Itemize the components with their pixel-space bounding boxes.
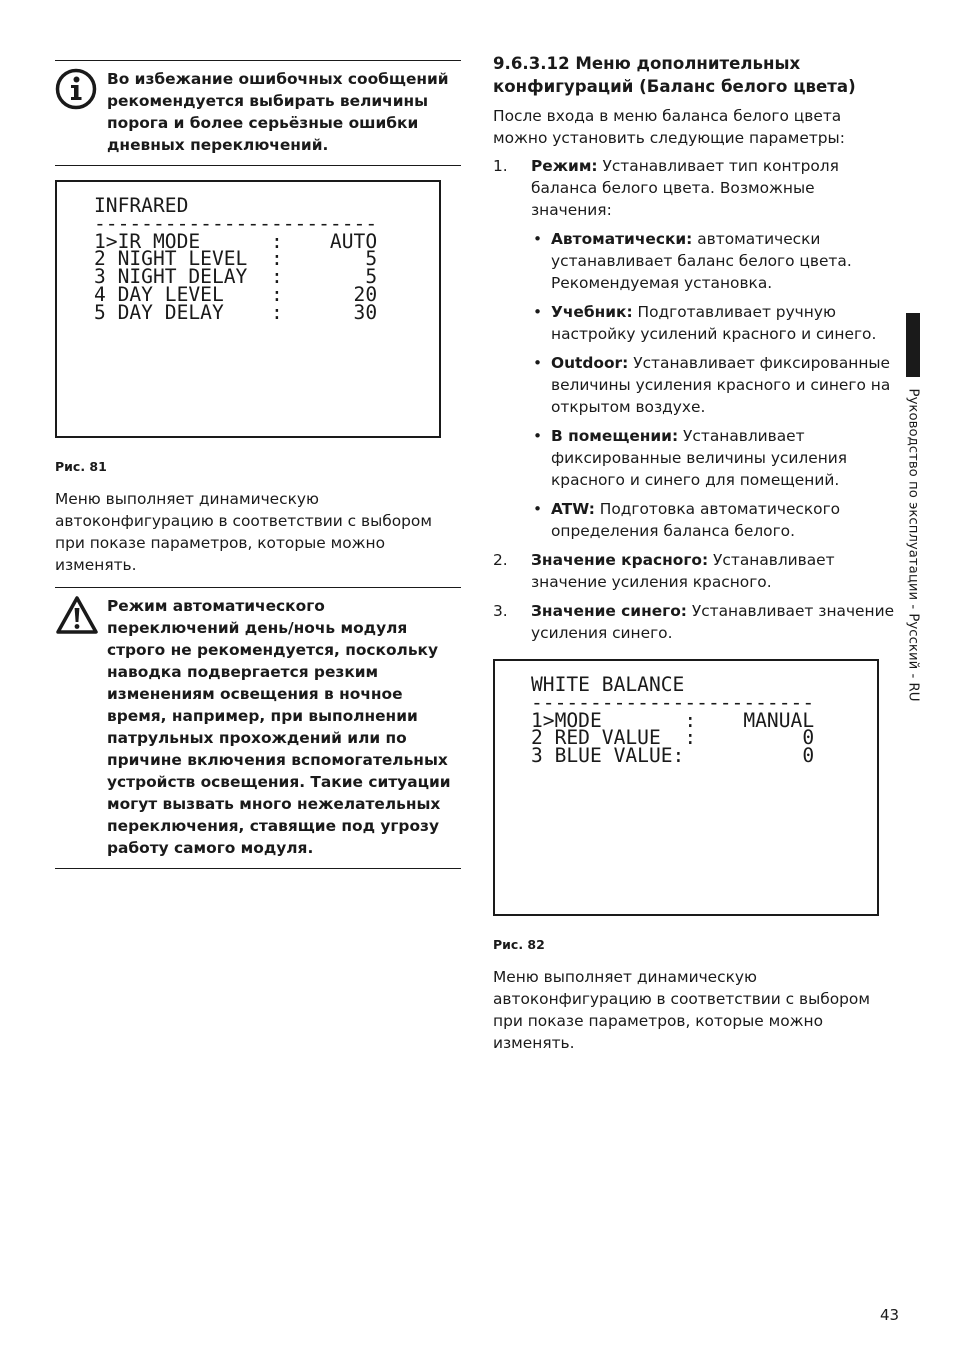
list-item xyxy=(493,600,895,644)
osd-line: 3 NIGHT DELAY : 5 xyxy=(94,265,378,289)
osd-line: 3 BLUE VALUE: 0 xyxy=(531,744,815,768)
item-label: Автоматически: xyxy=(551,230,693,248)
left-column xyxy=(55,60,461,869)
osd-line: 1>MODE : MANUAL xyxy=(531,708,815,732)
item-text: Устанавливает значение усиления красного. xyxy=(531,551,835,591)
item-label: Значение красного: xyxy=(531,551,709,569)
list-item xyxy=(531,352,895,418)
bullet: • xyxy=(533,230,543,248)
figure-caption: Рис. 82 xyxy=(493,937,545,952)
bullet: • xyxy=(533,427,543,445)
list-item xyxy=(531,425,895,491)
info-notice xyxy=(55,60,461,166)
figure-description: Меню выполняет динамическую автоконфигурацию в соответствии с выбором при показе параметров, которые можно изменять. xyxy=(493,968,870,1052)
item-text: Подготовка автоматического определения баланса белого. xyxy=(551,500,841,540)
warning-notice xyxy=(55,587,461,869)
osd-line: ------------------------ xyxy=(531,690,815,714)
osd-line: INFRARED xyxy=(94,194,189,217)
osd-white-balance-menu xyxy=(493,659,879,916)
item-label: ATW: xyxy=(551,500,595,518)
list-number: 1. xyxy=(493,157,508,175)
osd-infrared-menu xyxy=(55,180,441,438)
item-text: Устанавливает тип контроля баланса белого цвета. Возможные значения: xyxy=(531,157,839,219)
item-label: Режим: xyxy=(531,157,598,175)
item-text: автоматически устанавливает баланс белого цвета. Рекомендуемая установка. xyxy=(551,230,852,292)
list-item xyxy=(493,155,895,542)
osd-line: WHITE BALANCE xyxy=(531,673,685,696)
item-text: Устанавливает значение усиления синего. xyxy=(531,602,895,642)
osd-line: ------------------------ xyxy=(94,211,378,235)
list-number: 3. xyxy=(493,602,508,620)
osd-line: 2 NIGHT LEVEL : 5 xyxy=(94,247,378,271)
info-notice-text: Во избежание ошибочных сообщений рекомендуется выбирать величины порога и более серьёзные ошибки дневных переключений. xyxy=(107,70,449,154)
page-number: 43 xyxy=(880,1306,900,1324)
figure-caption: Рис. 81 xyxy=(55,459,107,474)
warning-notice-text: Режим автоматического переключений день/ночь модуля строго не рекомендуется, поскольку наводка подвергается резким изменениям освещения в ночное время, например, при выполнении патрульных прохождений или по причине включения вспомогательных устройств освещения. Такие ситуации могут вызвать много нежелательных переключения, ставящие под угрозу работу самого модуля. xyxy=(107,597,451,857)
item-text: Устанавливает фиксированные величины усиления красного и синего на открытом воздухе. xyxy=(551,354,891,416)
item-text: Устанавливает фиксированные величины усиления красного и синего для помещений. xyxy=(551,427,848,489)
list-item xyxy=(531,228,895,294)
item-text: Подготавливает ручную настройку усилений красного и синего. xyxy=(551,303,877,343)
item-label: Значение синего: xyxy=(531,602,687,620)
item-label: Outdoor: xyxy=(551,354,629,372)
right-column xyxy=(493,52,895,1054)
item-label: В помещении: xyxy=(551,427,679,445)
bullet: • xyxy=(533,500,543,518)
osd-line: 4 DAY LEVEL : 20 xyxy=(94,282,378,306)
section-heading: 9.6.3.12 Меню дополнительных конфигураций (Баланс белого цвета) xyxy=(493,54,856,96)
bullet: • xyxy=(533,354,543,372)
bullet: • xyxy=(533,303,543,321)
figure-description: Меню выполняет динамическую автоконфигурацию в соответствии с выбором при показе параметров, которые можно изменять. xyxy=(55,490,432,574)
section-intro: После входа в меню баланса белого цвета можно установить следующие параметры: xyxy=(493,107,845,147)
item-label: Учебник: xyxy=(551,303,633,321)
list-item xyxy=(531,301,895,345)
osd-line: 1>IR MODE : AUTO xyxy=(94,229,378,253)
mode-values-list xyxy=(531,228,895,542)
info-icon xyxy=(55,68,107,114)
osd-line: 5 DAY DELAY : 30 xyxy=(94,300,378,324)
warning-icon xyxy=(55,595,107,639)
side-label: Руководство по эксплуатации - Русский - RU xyxy=(905,388,921,702)
list-number: 2. xyxy=(493,551,508,569)
list-item xyxy=(531,498,895,542)
osd-line: 2 RED VALUE : 0 xyxy=(531,726,815,750)
list-item xyxy=(493,549,895,593)
side-tab-marker xyxy=(906,313,920,377)
parameter-list xyxy=(493,155,895,644)
